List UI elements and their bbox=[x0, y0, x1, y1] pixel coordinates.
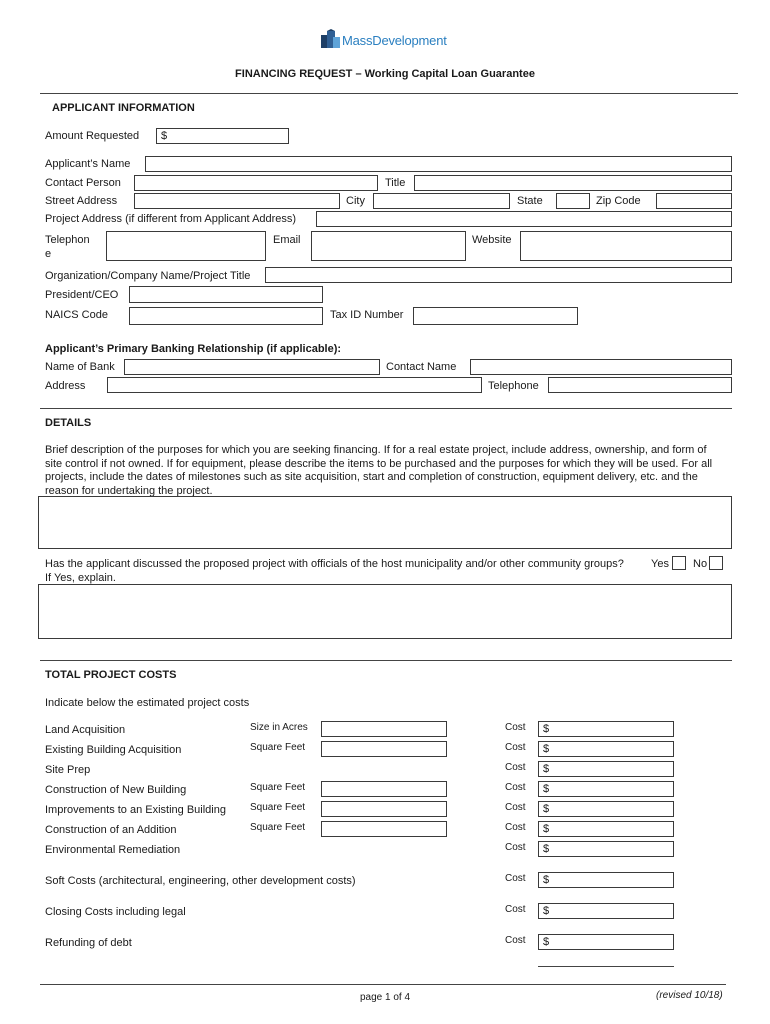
cost-label: Cost bbox=[505, 822, 526, 833]
cost-unit-label: Square Feet bbox=[250, 782, 306, 793]
telephone-label: Telephon bbox=[45, 234, 90, 246]
revised-date: (revised 10/18) bbox=[656, 990, 723, 1001]
bank-telephone-field[interactable] bbox=[548, 377, 732, 393]
street-address-field[interactable] bbox=[134, 193, 340, 209]
form-title: FINANCING REQUEST – Working Capital Loan Guarantee bbox=[235, 68, 535, 80]
city-label: City bbox=[346, 195, 365, 207]
cost-amount-field[interactable] bbox=[538, 841, 674, 857]
dollar-sign: $ bbox=[543, 823, 550, 835]
president-label: President/CEO bbox=[45, 289, 119, 301]
divider bbox=[40, 93, 738, 94]
telephone-field[interactable] bbox=[106, 231, 266, 261]
bank-address-label: Address bbox=[45, 380, 86, 392]
cost-amount-field[interactable] bbox=[538, 781, 674, 797]
dollar-sign: $ bbox=[543, 763, 550, 775]
banking-heading: Applicant’s Primary Banking Relationship (if applicable): bbox=[45, 343, 342, 355]
project-costs-intro: Indicate below the estimated project costs bbox=[45, 697, 250, 709]
project-address-label: Project Address (if different from Applicant Address) bbox=[45, 213, 297, 225]
cost-amount-field[interactable] bbox=[538, 761, 674, 777]
tax-id-field[interactable] bbox=[413, 307, 578, 325]
state-label: State bbox=[517, 195, 543, 207]
details-heading: DETAILS bbox=[45, 417, 92, 429]
title-field[interactable] bbox=[414, 175, 732, 191]
cost-unit-field[interactable] bbox=[321, 821, 447, 837]
no-checkbox[interactable] bbox=[709, 556, 723, 570]
zip-code-label: Zip Code bbox=[596, 195, 641, 207]
cost-amount-field[interactable] bbox=[538, 903, 674, 919]
cost-amount-field[interactable] bbox=[538, 741, 674, 757]
cost-item-label: Soft Costs (architectural, engineering, other development costs) bbox=[45, 875, 356, 887]
contact-name-label: Contact Name bbox=[386, 361, 457, 373]
cost-unit-field[interactable] bbox=[321, 781, 447, 797]
cost-item-label: Existing Building Acquisition bbox=[45, 744, 182, 756]
cost-label: Cost bbox=[505, 782, 526, 793]
page-number: page 1 of 4 bbox=[359, 992, 411, 1003]
cost-unit-label: Square Feet bbox=[250, 822, 306, 833]
org-name-label: Organization/Company Name/Project Title bbox=[45, 270, 251, 282]
bank-telephone-label: Telephone bbox=[488, 380, 539, 392]
city-field[interactable] bbox=[373, 193, 510, 209]
org-name-field[interactable] bbox=[265, 267, 732, 283]
project-address-field[interactable] bbox=[316, 211, 732, 227]
applicant-name-field[interactable] bbox=[145, 156, 732, 172]
cost-item-label: Construction of an Addition bbox=[45, 824, 177, 836]
cost-item-label: Improvements to an Existing Building bbox=[45, 804, 226, 816]
title-label: Title bbox=[385, 177, 406, 189]
cost-unit-label: Size in Acres bbox=[250, 722, 308, 733]
cost-label: Cost bbox=[505, 802, 526, 813]
dollar-sign: $ bbox=[543, 843, 550, 855]
cost-item-label: Construction of New Building bbox=[45, 784, 187, 796]
cost-label: Cost bbox=[505, 842, 526, 853]
naics-field[interactable] bbox=[129, 307, 323, 325]
cost-amount-field[interactable] bbox=[538, 872, 674, 888]
cost-amount-field[interactable] bbox=[538, 934, 674, 950]
naics-label: NAICS Code bbox=[45, 309, 108, 321]
dollar-sign: $ bbox=[543, 936, 550, 948]
dollar-sign: $ bbox=[543, 905, 550, 917]
total-line bbox=[538, 966, 674, 967]
cost-amount-field[interactable] bbox=[538, 721, 674, 737]
bank-address-field[interactable] bbox=[107, 377, 482, 393]
cost-item-label: Site Prep bbox=[45, 764, 91, 776]
contact-person-label: Contact Person bbox=[45, 177, 121, 189]
cost-label: Cost bbox=[505, 904, 526, 915]
dollar-sign: $ bbox=[543, 783, 550, 795]
president-field[interactable] bbox=[129, 286, 323, 303]
divider bbox=[40, 408, 732, 409]
cost-amount-field[interactable] bbox=[538, 801, 674, 817]
contact-name-field[interactable] bbox=[470, 359, 732, 375]
project-costs-heading: TOTAL PROJECT COSTS bbox=[45, 669, 177, 681]
applicant-information-heading: APPLICANT INFORMATION bbox=[52, 102, 195, 114]
explanation-field[interactable] bbox=[38, 584, 732, 639]
cost-unit-field[interactable] bbox=[321, 721, 447, 737]
cost-item-label: Environmental Remediation bbox=[45, 844, 181, 856]
details-description: Brief description of the purposes for which you are seeking financing. If for a real estate project, include address, ownership, and form of site control if not owned. If for equipment, please describe the items to be purchased and the purposes for which they will be used. For all projects, include the dates of milestones such as site acquisition, start and completion of construction, equipment delivery, etc. and the reason for undertaking the project. bbox=[45, 444, 713, 497]
amount-requested-field[interactable] bbox=[156, 128, 289, 144]
divider bbox=[40, 660, 732, 661]
street-address-label: Street Address bbox=[45, 195, 118, 207]
cost-amount-field[interactable] bbox=[538, 821, 674, 837]
footer-divider bbox=[40, 984, 726, 985]
dollar-sign: $ bbox=[543, 874, 550, 886]
bank-name-label: Name of Bank bbox=[45, 361, 115, 373]
buildings-logo-icon bbox=[321, 29, 341, 50]
contact-person-field[interactable] bbox=[134, 175, 378, 191]
amount-requested-label: Amount Requested bbox=[45, 130, 140, 142]
cost-item-label: Refunding of debt bbox=[45, 937, 132, 949]
cost-label: Cost bbox=[505, 935, 526, 946]
applicant-name-label: Applicant’s Name bbox=[45, 158, 131, 170]
if-yes-label: If Yes, explain. bbox=[45, 572, 116, 584]
yes-label: Yes bbox=[651, 558, 669, 570]
dollar-sign: $ bbox=[543, 743, 550, 755]
state-field[interactable] bbox=[556, 193, 590, 209]
cost-item-label: Closing Costs including legal bbox=[45, 906, 186, 918]
cost-item-label: Land Acquisition bbox=[45, 724, 126, 736]
dollar-sign: $ bbox=[161, 130, 168, 142]
telephone-label-wrap: e bbox=[45, 248, 52, 260]
no-label: No bbox=[693, 558, 708, 570]
dollar-sign: $ bbox=[543, 803, 550, 815]
cost-unit-field[interactable] bbox=[321, 801, 447, 817]
cost-unit-label: Square Feet bbox=[250, 742, 306, 753]
website-label: Website bbox=[472, 234, 512, 246]
yes-checkbox[interactable] bbox=[672, 556, 686, 570]
cost-label: Cost bbox=[505, 762, 526, 773]
logo-text: MassDevelopment bbox=[342, 33, 447, 48]
zip-code-field[interactable] bbox=[656, 193, 732, 209]
dollar-sign: $ bbox=[543, 723, 550, 735]
municipality-question: Has the applicant discussed the proposed project with officials of the host municipality and/or other community groups? bbox=[45, 558, 624, 570]
cost-label: Cost bbox=[505, 722, 526, 733]
cost-label: Cost bbox=[505, 873, 526, 884]
website-field[interactable] bbox=[520, 231, 732, 261]
email-field[interactable] bbox=[311, 231, 466, 261]
cost-label: Cost bbox=[505, 742, 526, 753]
cost-unit-label: Square Feet bbox=[250, 802, 306, 813]
details-description-field[interactable] bbox=[38, 496, 732, 549]
email-label: Email bbox=[273, 234, 301, 246]
cost-unit-field[interactable] bbox=[321, 741, 447, 757]
bank-name-field[interactable] bbox=[124, 359, 380, 375]
tax-id-label: Tax ID Number bbox=[330, 309, 404, 321]
